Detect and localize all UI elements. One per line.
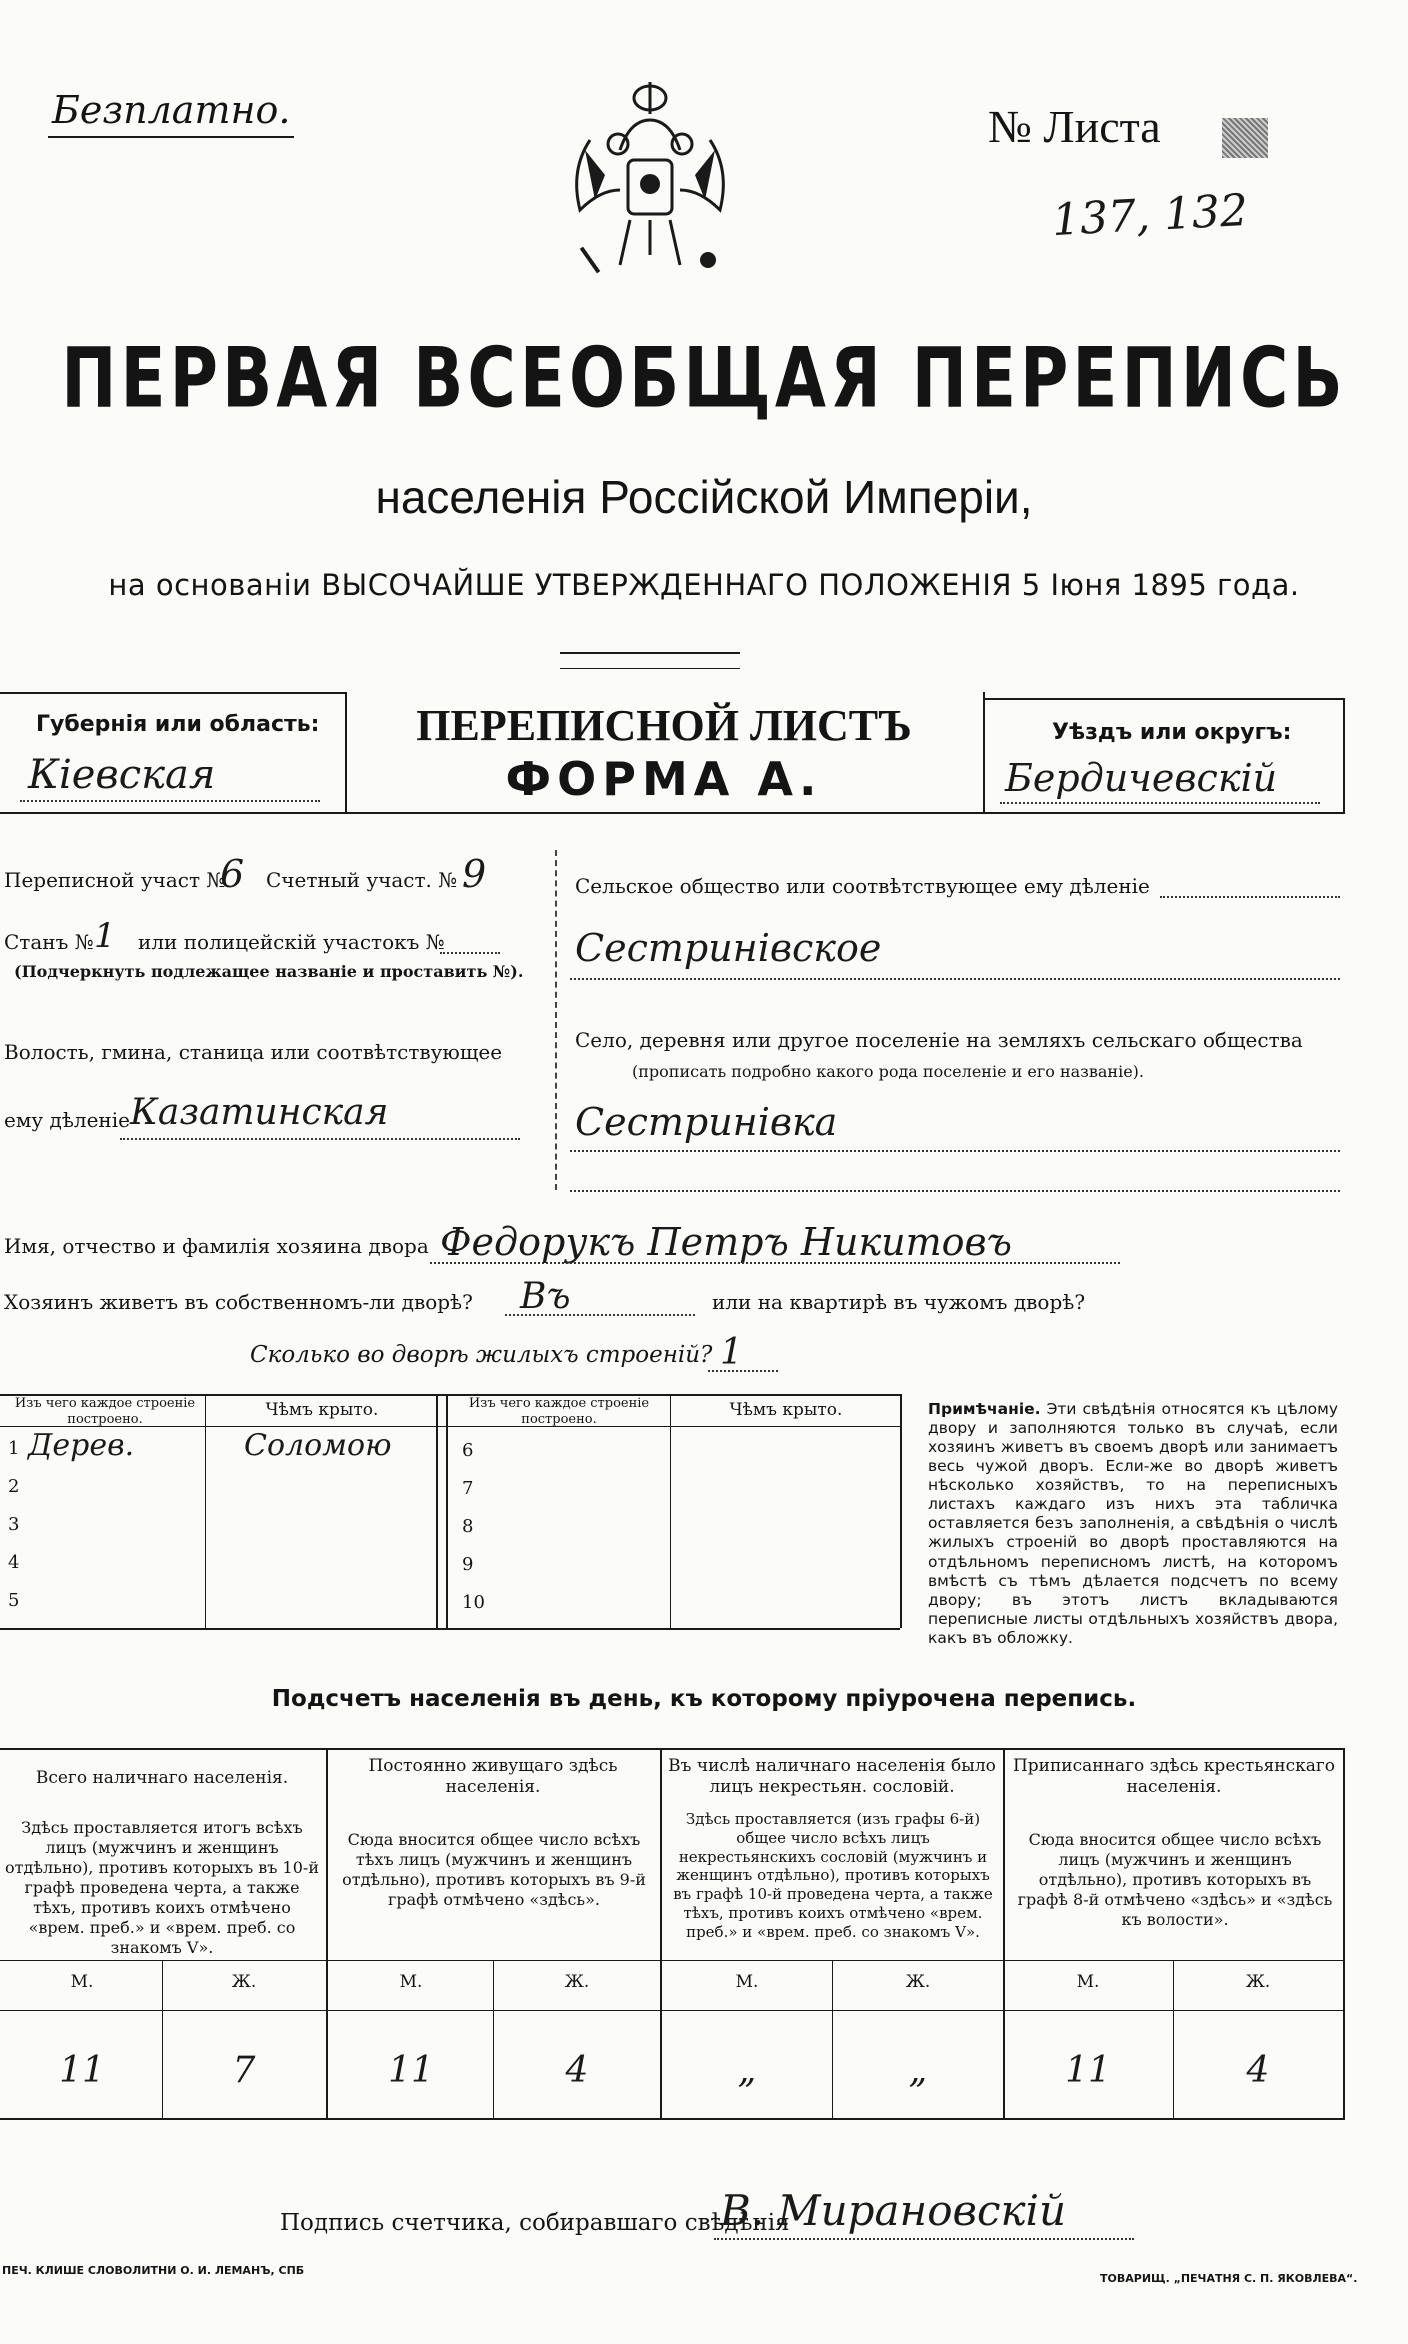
stan-value: 1 bbox=[94, 916, 116, 956]
owner-name-line bbox=[430, 1262, 1120, 1264]
printer-right: ТОВАРИЩ. „ПЕЧАТНЯ С. П. ЯКОВЛЕВА“. bbox=[1100, 2272, 1358, 2285]
building-row-number: 10 bbox=[462, 1592, 485, 1613]
province-dotted-line bbox=[20, 800, 320, 802]
owner-lives-line bbox=[505, 1314, 695, 1316]
buildings-col-roof-left: Чѣмъ крыто. bbox=[265, 1400, 379, 1420]
owner-name-label: Имя, отчество и фамилія хозяина двора bbox=[4, 1234, 429, 1258]
census-basis: на основаніи ВЫСОЧАЙШЕ УТВЕРЖДЕННАГО ПОЛОЖЕНІЯ 5 Іюня 1895 года. bbox=[108, 568, 1300, 602]
remark-title: Примѣчаніе. bbox=[928, 1400, 1041, 1418]
sheet-number-label: № Листа bbox=[988, 101, 1161, 152]
building-row-number: 4 bbox=[8, 1552, 20, 1573]
count-col-male-label: М. bbox=[1076, 1972, 1100, 1992]
count-col-male-value: 11 bbox=[59, 2050, 105, 2091]
village-value-line bbox=[570, 1150, 1340, 1152]
village-value: Сестринівка bbox=[575, 1100, 838, 1144]
building-row-number: 3 bbox=[8, 1514, 20, 1535]
building-row-number: 1 bbox=[8, 1438, 20, 1459]
buildings-col-material-left: Изъ чего каждое строеніе построено. bbox=[14, 1396, 196, 1427]
province-value: Кіевская bbox=[28, 752, 216, 798]
building-row-material: Дерев. bbox=[28, 1428, 135, 1463]
volost-label-continued: ему дѣленіе bbox=[4, 1108, 130, 1132]
count-col-body: Сюда вносится общее число всѣхъ тѣхъ лицъ (мужчинъ и женщинъ отдѣльно), противъ которыхъ въ 9-й графѣ отмѣчено «здѣсь». bbox=[342, 1830, 646, 1909]
buildings-table-bottom bbox=[0, 1628, 900, 1630]
buildings-count-value: 1 bbox=[720, 1332, 743, 1373]
building-row-number: 5 bbox=[8, 1590, 20, 1611]
count-table-sub-divider bbox=[493, 1960, 494, 2118]
remark-text: Эти свѣдѣнія относятся къ цѣлому двору и заполняются только въ случаѣ, если хозяинъ живетъ въ своемъ дворѣ или занимаетъ весь чужой дворъ. Если-же во дворѣ живетъ нѣсколько хозяйствъ, то на переписныхъ листахъ каждаго изъ нихъ эта табличка оставляется безъ заполненія, а свѣдѣнія о числѣ жилыхъ строеній во дворѣ проставляются на отдѣльномъ переписномъ листѣ, на которомъ вмѣстѣ съ тѣмъ дѣлается подсчетъ по всему двору; въ этотъ листъ вкладываются переписные листы отдѣльныхъ хозяйствъ двора, какъ въ обложку. bbox=[928, 1400, 1338, 1647]
count-col-head: Приписаннаго здѣсь крестьянскаго населенія. bbox=[1012, 1756, 1336, 1798]
count-col-male-label: М. bbox=[399, 1972, 423, 1992]
building-row-number: 7 bbox=[462, 1478, 474, 1499]
free-label: Безплатно. bbox=[48, 88, 294, 138]
count-table-col-divider bbox=[326, 1748, 328, 2118]
form-name: ФОРМА А. bbox=[505, 752, 823, 806]
count-section-title: Подсчетъ населенія въ день, къ которому пріурочена перепись. bbox=[271, 1686, 1137, 1712]
signature-value: В. Мирановскій bbox=[720, 2186, 1067, 2235]
form-box-right-divider bbox=[983, 692, 985, 812]
buildings-table-middle-divider-a bbox=[436, 1394, 438, 1628]
signature-line bbox=[714, 2238, 1134, 2240]
count-col-female-value: 4 bbox=[1246, 2050, 1270, 2091]
count-col-female-label: Ж. bbox=[564, 1972, 590, 1992]
count-col-female-value: 4 bbox=[565, 2050, 589, 2091]
count-area-label: Счетный участ. № bbox=[266, 868, 458, 892]
count-col-male-label: М. bbox=[70, 1972, 94, 1992]
buildings-table-middle-divider-b bbox=[446, 1394, 448, 1628]
count-table-row-divider bbox=[0, 1960, 1345, 1961]
volost-dotted-line bbox=[120, 1138, 520, 1140]
district-value: Бердичевскій bbox=[1005, 756, 1278, 800]
district-dotted-line bbox=[1000, 802, 1320, 804]
remark bbox=[928, 1400, 1338, 1648]
count-area-value: 9 bbox=[462, 852, 487, 896]
count-col-male-value: „ bbox=[737, 2050, 757, 2091]
count-col-body: Здѣсь проставляется (изъ графы 6-й) общее число всѣхъ лицъ некрестьянскихъ сословій (мужчинъ и женщинъ отдѣльно), противъ которыхъ въ графѣ 10-й проведена черта, а также тѣхъ, противъ коихъ отмѣчено «врем. преб.» и «врем. преб. со знакомъ V». bbox=[673, 1810, 993, 1941]
village-extra-line bbox=[570, 1190, 1340, 1192]
count-col-male-value: 11 bbox=[1065, 2050, 1111, 2091]
building-row-number: 8 bbox=[462, 1516, 474, 1537]
count-table-sub-divider bbox=[832, 1960, 833, 2118]
buildings-count-label: Сколько во дворѣ жилыхъ строеній? bbox=[250, 1342, 713, 1368]
building-row-number: 9 bbox=[462, 1554, 474, 1575]
form-header-bottom-border bbox=[0, 812, 1345, 814]
count-table-bottom bbox=[0, 2118, 1345, 2120]
census-area-label: Переписной участ № bbox=[4, 868, 226, 892]
count-col-body: Здѣсь проставляется итогъ всѣхъ лицъ (мужчинъ и женщинъ отдѣльно), противъ которыхъ въ 10-й графѣ проведена черта, а также тѣхъ, противъ коихъ отмѣчено «врем. преб.» и «врем. преб. со знакомъ V». bbox=[5, 1818, 319, 1957]
census-area-value: 6 bbox=[220, 852, 245, 896]
buildings-table-right-edge bbox=[900, 1394, 902, 1628]
count-col-head: Въ числѣ наличнаго населенія было лицъ некрестьян. сословій. bbox=[668, 1756, 996, 1798]
buildings-table-col-divider-right bbox=[670, 1394, 671, 1628]
count-col-male-label: М. bbox=[735, 1972, 759, 1992]
buildings-count-line bbox=[708, 1370, 778, 1372]
village-label: Село, деревня или другое поселеніе на земляхъ сельскаго общества bbox=[575, 1028, 1303, 1052]
middle-dashed-divider bbox=[555, 850, 557, 1190]
count-col-female-value: „ bbox=[908, 2050, 928, 2091]
building-row-number: 6 bbox=[462, 1440, 474, 1461]
society-value-line bbox=[570, 978, 1340, 980]
count-col-head: Всего наличнаго населенія. bbox=[35, 1768, 289, 1788]
count-col-female-label: Ж. bbox=[231, 1972, 257, 1992]
society-dotted-line bbox=[1160, 896, 1340, 898]
volost-label: Волость, гмина, станица или соотвѣтствующее bbox=[4, 1040, 503, 1064]
form-top-border-right bbox=[983, 698, 1343, 700]
buildings-col-roof-right: Чѣмъ крыто. bbox=[729, 1400, 843, 1420]
count-col-female-value: 7 bbox=[232, 2050, 256, 2091]
society-value: Сестринівское bbox=[575, 926, 882, 970]
stan-label: Станъ № bbox=[4, 930, 94, 954]
form-title: ПЕРЕПИСНОЙ ЛИСТЪ bbox=[416, 701, 912, 750]
underline-note: (Подчеркнуть подлежащее названіе и проставить №). bbox=[14, 962, 524, 981]
village-note: (прописать подробно какого рода поселеніе и его названіе). bbox=[632, 1062, 1144, 1081]
owner-lives-label: Хозяинъ живетъ въ собственномъ-ли дворѣ? bbox=[4, 1290, 473, 1314]
police-precinct-label: или полицейскій участокъ № bbox=[138, 930, 445, 954]
imperial-eagle-emblem bbox=[560, 80, 740, 280]
count-table-sub-divider bbox=[1173, 1960, 1174, 2118]
police-dotted-line bbox=[440, 952, 500, 954]
province-label: Губернія или область: bbox=[36, 712, 320, 737]
building-row-roof: Соломою bbox=[244, 1428, 392, 1463]
count-col-male-value: 11 bbox=[388, 2050, 434, 2091]
count-table-col-divider bbox=[660, 1748, 662, 2118]
census-subtitle: населенія Россійской Имперіи, bbox=[375, 471, 1033, 523]
buildings-table-col-divider-left bbox=[205, 1394, 206, 1628]
volost-value: Казатинская bbox=[130, 1092, 389, 1133]
owner-rent-label: или на квартирѣ въ чужомъ дворѣ? bbox=[712, 1290, 1086, 1314]
society-label: Сельское общество или соотвѣтствующее ему дѣленіе bbox=[575, 874, 1150, 898]
count-table-top bbox=[0, 1748, 1345, 1750]
buildings-col-material-right: Изъ чего каждое строеніе построено. bbox=[468, 1396, 650, 1427]
form-top-border-left bbox=[0, 692, 345, 694]
sheet-number-value: 137, 132 bbox=[1050, 184, 1250, 247]
count-col-body: Сюда вносится общее число всѣхъ лицъ (мужчинъ и женщинъ отдѣльно), противъ которыхъ въ графѣ 8-й отмѣчено «здѣсь» и «здѣсь къ волости». bbox=[1017, 1830, 1333, 1929]
printer-left: ПЕЧ. КЛИШЕ СЛОВОЛИТНИ О. И. ЛЕМАНЪ, СПБ bbox=[2, 2264, 305, 2277]
sheet-number-stamp bbox=[1222, 118, 1268, 158]
ornament-divider bbox=[560, 652, 740, 669]
count-col-female-label: Ж. bbox=[1245, 1972, 1271, 1992]
count-col-head: Постоянно живущаго здѣсь населенія. bbox=[368, 1756, 618, 1798]
building-row-number: 2 bbox=[8, 1476, 20, 1497]
count-table-right-edge bbox=[1343, 1748, 1345, 2118]
owner-lives-value: Въ bbox=[520, 1276, 571, 1317]
census-title: ПЕРВАЯ ВСЕОБЩАЯ ПЕРЕПИСЬ bbox=[61, 330, 1347, 427]
count-table-row-divider bbox=[0, 2010, 1345, 2011]
count-col-female-label: Ж. bbox=[905, 1972, 931, 1992]
district-label: Уѣздъ или округъ: bbox=[1052, 720, 1292, 745]
form-box-right-edge bbox=[1343, 698, 1345, 812]
signature-label: Подпись счетчика, собиравшаго свѣдѣнія bbox=[280, 2210, 790, 2236]
owner-name-value: Федорукъ Петръ Никитовъ bbox=[440, 1220, 1012, 1264]
count-table-sub-divider bbox=[162, 1960, 163, 2118]
